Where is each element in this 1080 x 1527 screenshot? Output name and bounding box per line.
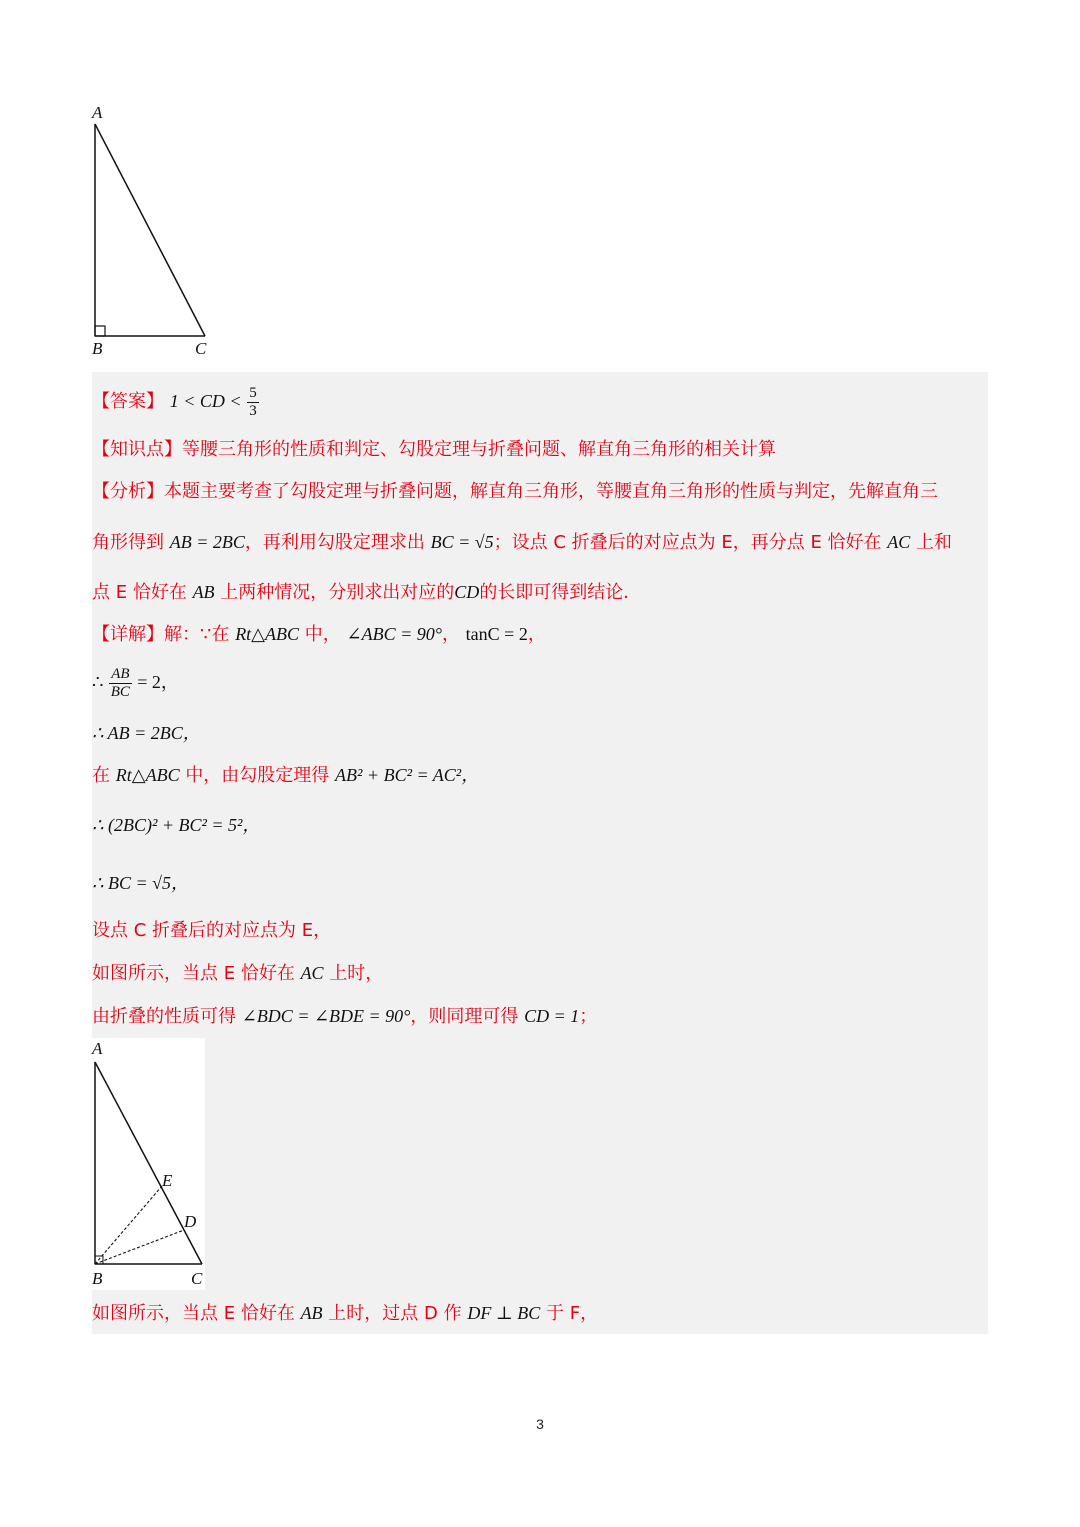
detail-step-8b: ，则同理可得 <box>410 1006 519 1027</box>
triangle-figure-1 <box>80 98 230 363</box>
detail-step-4: ∴ (2BC)² + BC² = 5²， <box>92 815 261 835</box>
analysis-math-cd: CD <box>454 582 480 602</box>
fig2-point-e: E <box>162 1171 173 1190</box>
fold-angle-equation: ∠BDC = ∠BDE = 90° <box>241 1006 411 1026</box>
ratio-fraction <box>109 666 131 701</box>
analysis-text-2d: 上和 <box>916 532 953 553</box>
detail-step-6: 设点 C 折叠后的对应点为 E， <box>92 920 332 941</box>
detail-intro: 解：∵在 <box>164 624 230 645</box>
answer-numerator: 5 <box>249 384 257 401</box>
triangle-figure-2 <box>80 1038 205 1290</box>
analysis-line-1 <box>92 479 938 505</box>
analysis-text-2a: 角形得到 <box>92 532 164 553</box>
vertex-c-label: C <box>195 339 207 358</box>
answer-lhs: 1 < CD < <box>169 391 242 411</box>
fig2-point-d: D <box>184 1212 197 1231</box>
detail-text-3: ， <box>527 624 546 645</box>
detail-text-2: ， <box>441 624 460 645</box>
detail-step-1 <box>92 664 179 701</box>
cd-equals-1: CD = 1 <box>524 1006 580 1026</box>
perpendicular-df-bc: DF ⊥ BC <box>467 1303 541 1323</box>
detail-step-9b: 上时，过点 D 作 <box>328 1303 462 1324</box>
answer-tag: 【答案】 <box>92 391 164 412</box>
detail-step-2: ∴ AB = 2BC， <box>92 723 201 743</box>
detail-math-angle: ∠ABC = 90° <box>346 624 442 644</box>
analysis-line-2 <box>92 529 952 556</box>
analysis-text-3a: 点 E 恰好在 <box>92 582 187 603</box>
vertex-b-label: B <box>92 339 103 358</box>
page-number: 3 <box>536 1416 544 1432</box>
analysis-text-3b: 上两种情况，分别求出对应的 <box>220 582 455 603</box>
analysis-text-2b: ，再利用勾股定理求出 <box>244 532 425 553</box>
detail-step-7 <box>92 960 383 987</box>
ratio-numerator: AB <box>111 665 130 682</box>
ratio-value: = 2， <box>137 672 179 692</box>
solution-block <box>92 372 988 1334</box>
detail-math-rt-abc: Rt△ABC <box>235 624 300 644</box>
detail-line-1 <box>92 621 546 648</box>
detail-step-8 <box>92 1003 597 1030</box>
answer-denominator: 3 <box>249 402 257 419</box>
answer-fraction <box>247 385 259 420</box>
fig2-vertex-c: C <box>191 1269 203 1288</box>
analysis-text-3c: 的长即可得到结论． <box>479 582 642 603</box>
detail-step-3-math-rt: Rt△ABC <box>115 765 180 785</box>
analysis-text-2c: ；设点 C 折叠后的对应点为 E，再分点 E 恰好在 <box>493 532 882 553</box>
detail-step-3b: 中，由勾股定理得 <box>185 765 330 786</box>
detail-step-3a: 在 <box>92 765 110 786</box>
fig2-vertex-a: A <box>92 1039 103 1058</box>
ratio-denominator: BC <box>110 683 130 700</box>
analysis-math-ac: AC <box>887 532 911 552</box>
therefore-symbol: ∴ <box>92 672 104 692</box>
knowledge-line <box>92 437 776 463</box>
detail-step-7a: 如图所示，当点 E 恰好在 <box>92 963 295 984</box>
detail-step-7-math-ac: AC <box>300 963 324 983</box>
analysis-math-ab: AB <box>192 582 215 602</box>
detail-step-3 <box>92 762 479 789</box>
analysis-math-ab2bc: AB = 2BC <box>169 532 245 552</box>
detail-math-tan: tanC = 2 <box>465 624 528 644</box>
detail-tag: 【详解】 <box>92 624 164 645</box>
detail-step-7b: 上时， <box>329 963 384 984</box>
analysis-line-3 <box>92 579 641 606</box>
fig2-vertex-b: B <box>92 1269 103 1288</box>
detail-step-9a: 如图所示，当点 E 恰好在 <box>92 1303 295 1324</box>
knowledge-tag: 【知识点】 <box>92 439 182 460</box>
vertex-a-label: A <box>92 103 103 122</box>
detail-step-9c: 于 F， <box>546 1303 599 1324</box>
analysis-math-bc-sqrt5: BC = √5 <box>430 532 494 552</box>
detail-step-9 <box>92 1300 598 1327</box>
answer-line <box>92 383 259 420</box>
knowledge-text: 等腰三角形的性质和判定、勾股定理与折叠问题、解直角三角形的相关计算 <box>182 439 776 460</box>
detail-step-8a: 由折叠的性质可得 <box>92 1006 236 1027</box>
detail-step-5: ∴ BC = √5， <box>92 873 189 893</box>
analysis-text-1: 本题主要考查了勾股定理与折叠问题，解直角三角形，等腰直角三角形的性质与判定，先解直角三 <box>164 481 938 502</box>
detail-step-9-math-ab: AB <box>300 1303 323 1323</box>
detail-text-1: 中， <box>304 624 341 645</box>
pythagoras-equation: AB² + BC² = AC²， <box>335 765 480 785</box>
analysis-tag: 【分析】 <box>92 481 164 502</box>
detail-step-8c: ； <box>579 1006 598 1027</box>
